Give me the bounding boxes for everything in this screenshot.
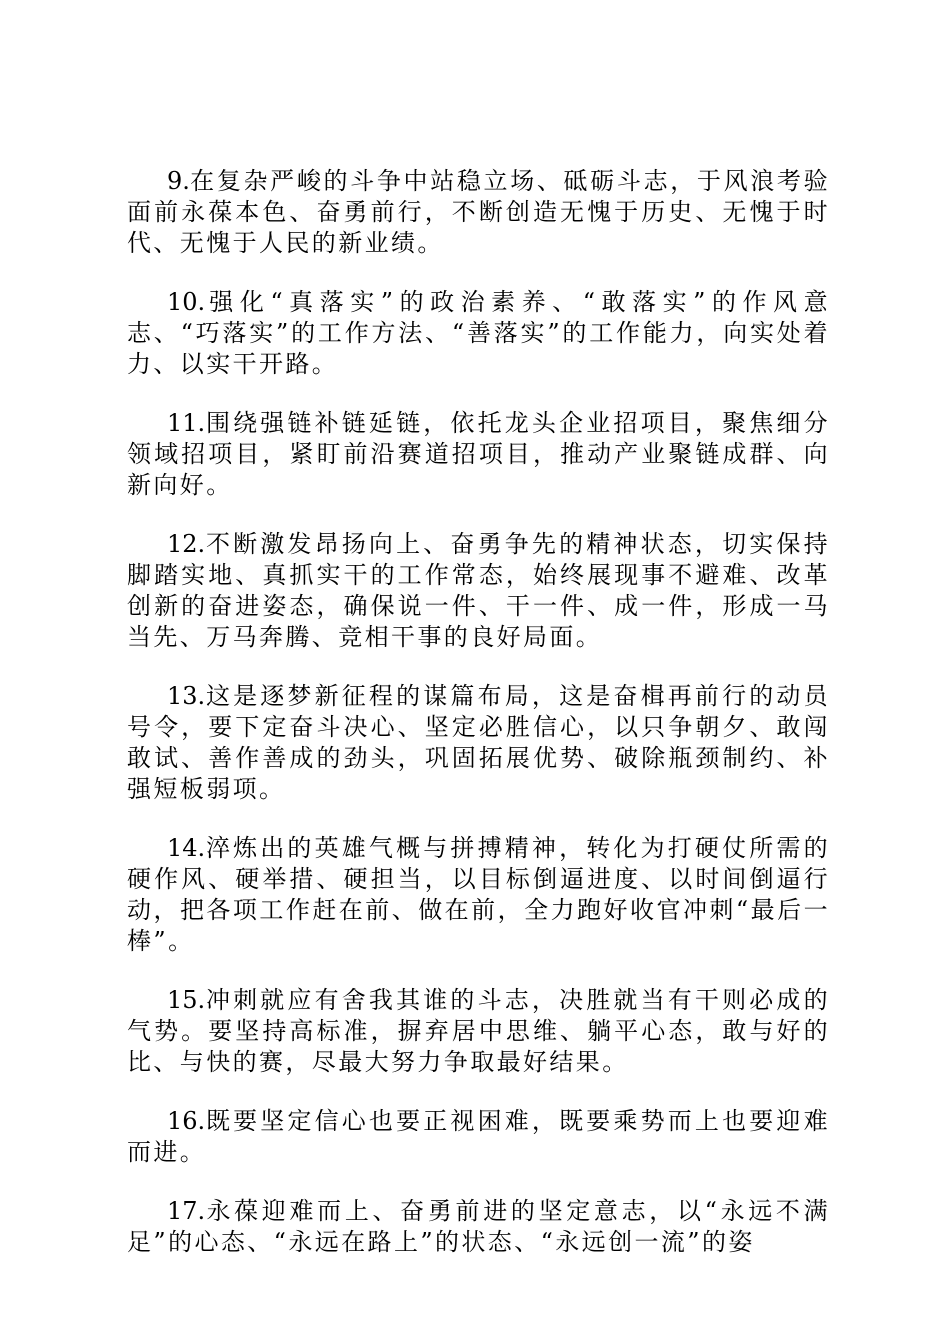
paragraph-number: 16. [167, 1107, 206, 1135]
paragraph-text: 淬炼出的英雄气概与拼搏精神，转化为打硬仗所需的硬作风、硬举措、硬担当，以目标倒逼进度、以时间倒逼行动，把各项工作赶在前、做在前，全力跑好收官冲刺“最后一棒”。 [127, 834, 830, 955]
paragraph-15 [127, 985, 830, 1078]
paragraph-number: 11. [167, 409, 206, 437]
paragraph-17 [127, 1196, 830, 1258]
paragraph-number: 15. [167, 986, 206, 1014]
paragraph-13 [127, 681, 830, 805]
paragraph-number: 13. [167, 682, 206, 710]
paragraph-text: 永葆迎难而上、奋勇前进的坚定意志，以“永远不满足”的心态、“永远在路上”的状态、“永远创一流”的姿 [127, 1197, 830, 1256]
paragraph-16 [127, 1106, 830, 1168]
paragraph-number: 12. [167, 530, 206, 558]
paragraph-text: 既要坚定信心也要正视困难，既要乘势而上也要迎难而进。 [127, 1107, 830, 1166]
paragraph-number: 9. [167, 167, 190, 195]
paragraph-text: 在复杂严峻的斗争中站稳立场、砥砺斗志，于风浪考验面前永葆本色、奋勇前行，不断创造无愧于历史、无愧于时代、无愧于人民的新业绩。 [127, 167, 830, 257]
paragraph-9 [127, 166, 830, 259]
paragraph-11 [127, 408, 830, 501]
paragraph-text: 不断激发昂扬向上、奋勇争先的精神状态，切实保持脚踏实地、真抓实干的工作常态，始终展现事不避难、改革创新的奋进姿态，确保说一件、干一件、成一件，形成一马当先、万马奔腾、竞相干事的良好局面。 [127, 530, 830, 651]
paragraph-14 [127, 833, 830, 957]
document-body [127, 166, 830, 1286]
paragraph-number: 10. [167, 288, 206, 316]
paragraph-number: 14. [167, 834, 206, 862]
paragraph-text: 冲刺就应有舍我其谁的斗志，决胜就当有干则必成的气势。要坚持高标准，摒弃居中思维、躺平心态，敢与好的比、与快的赛，尽最大努力争取最好结果。 [127, 986, 830, 1076]
paragraph-12 [127, 529, 830, 653]
paragraph-text: 围绕强链补链延链，依托龙头企业招项目，聚焦细分领域招项目，紧盯前沿赛道招项目，推动产业聚链成群、向新向好。 [127, 409, 830, 499]
paragraph-10 [127, 287, 830, 380]
paragraph-text: 这是逐梦新征程的谋篇布局，这是奋楫再前行的动员号令，要下定奋斗决心、坚定必胜信心，以只争朝夕、敢闯敢试、善作善成的劲头，巩固拓展优势、破除瓶颈制约、补强短板弱项。 [127, 682, 830, 803]
paragraph-text: 强化“真落实”的政治素养、“敢落实”的作风意志、“巧落实”的工作方法、“善落实”的工作能力，向实处着力、以实干开路。 [127, 288, 830, 378]
paragraph-number: 17. [167, 1197, 206, 1225]
